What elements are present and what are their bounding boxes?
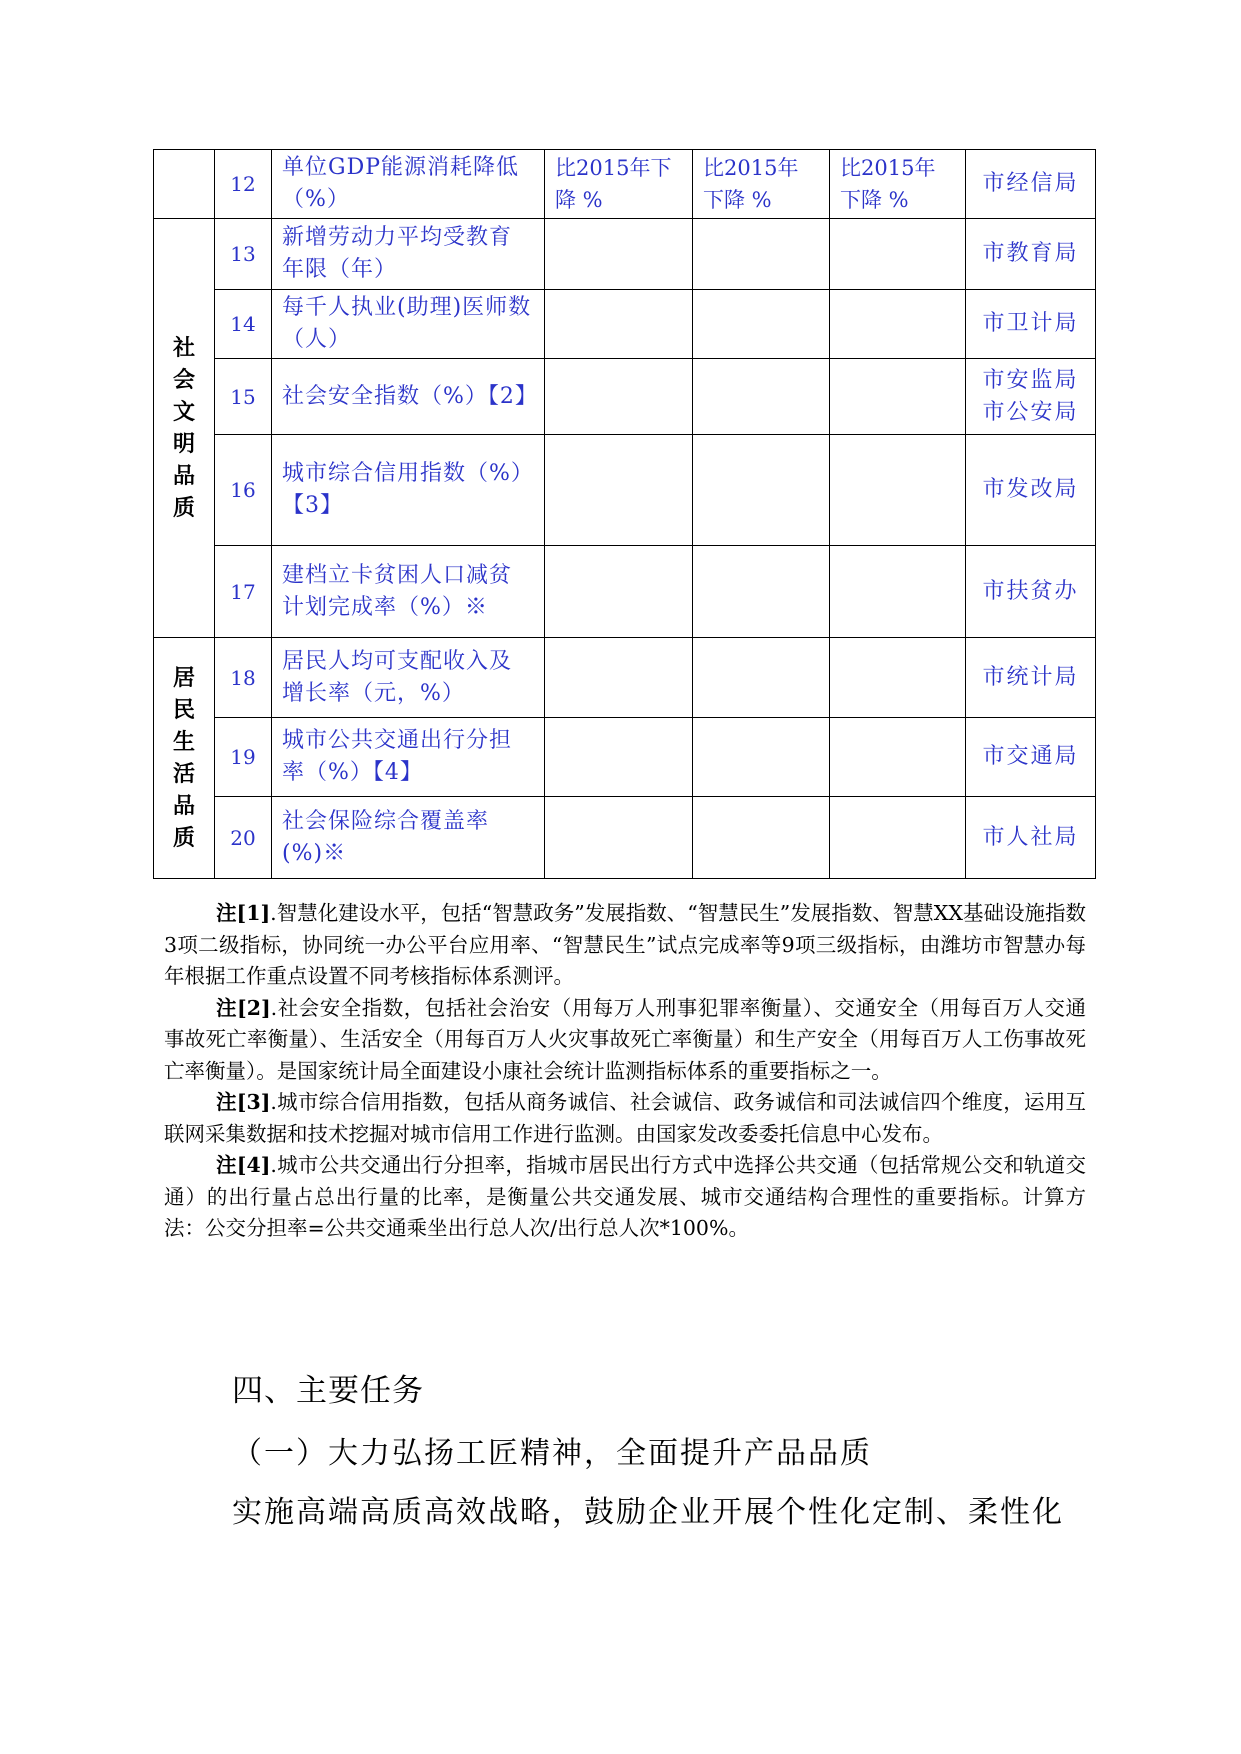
indicator-name: 新增劳动力平均受教育年限（年） (272, 219, 545, 290)
target-value (830, 435, 966, 546)
target-value (545, 435, 693, 546)
category-label: 社会文明品质 (172, 335, 195, 521)
category-label: 居民生活品质 (172, 665, 195, 851)
footnote-label: 注[4] (216, 1153, 271, 1177)
row-number: 12 (215, 150, 272, 219)
footnote-4 (164, 1150, 1086, 1245)
target-value (693, 546, 830, 638)
department-name: 市安监局 (982, 367, 1079, 393)
table-row (154, 359, 1096, 435)
table-row (154, 150, 1096, 219)
target-value (693, 219, 830, 290)
target-value (830, 638, 966, 718)
table-row (154, 797, 1096, 879)
target-value (830, 290, 966, 359)
row-number: 14 (215, 290, 272, 359)
row-number: 16 (215, 435, 272, 546)
department-name: 市发改局 (982, 477, 1079, 502)
target-value (830, 718, 966, 797)
indicator-name: 建档立卡贫困人口减贫计划完成率（%）※ (272, 546, 545, 638)
target-value (693, 718, 830, 797)
footnote-3 (164, 1087, 1086, 1150)
target-value (545, 359, 693, 435)
department-name: 市公安局 (982, 399, 1079, 425)
target-value: 比2015年下降 % (693, 150, 830, 219)
responsible-department (966, 290, 1096, 359)
subsection-heading: （一）大力弘扬工匠精神，全面提升产品品质 (232, 1436, 872, 1471)
body-paragraph: 实施高端高质高效战略，鼓励企业开展个性化定制、柔性化 (232, 1495, 1064, 1530)
category-social (154, 219, 215, 638)
category-resident (154, 638, 215, 879)
footnote-text: .社会安全指数，包括社会治安（用每万人刑事犯罪率衡量）、交通安全（用每百万人交通事故死亡率衡量）、生活安全（用每百万人火灾事故死亡率衡量）和生产安全（用每百万人工伤事故死亡率衡量）。是国家统计局全面建设小康社会统计监测指标体系的重要指标之一。 (164, 995, 1086, 1083)
table-row (154, 718, 1096, 797)
target-value: 比2015年下降 % (830, 150, 966, 219)
footnote-text: .城市综合信用指数，包括从商务诚信、社会诚信、政务诚信和司法诚信四个维度，运用互联网采集数据和技术挖掘对城市信用工作进行监测。由国家发改委委托信息中心发布。 (164, 1090, 1087, 1146)
target-value (830, 797, 966, 879)
target-value (693, 290, 830, 359)
target-value (545, 546, 693, 638)
indicator-name: 每千人执业(助理)医师数（人） (272, 290, 545, 359)
indicator-table (153, 149, 1096, 879)
responsible-department (966, 435, 1096, 546)
target-value (830, 219, 966, 290)
target-value (693, 638, 830, 718)
department-name: 市统计局 (982, 664, 1079, 690)
department-name: 市经信局 (982, 171, 1079, 196)
department-name: 市交通局 (982, 744, 1079, 769)
indicator-name: 社会保险综合覆盖率(%)※ (272, 797, 545, 879)
indicator-name: 居民人均可支配收入及增长率（元，%） (272, 638, 545, 718)
footnote-1 (164, 898, 1086, 993)
indicator-name: 单位GDP能源消耗降低（%） (272, 150, 545, 219)
department-name: 市扶贫办 (982, 578, 1079, 604)
responsible-department (966, 219, 1096, 290)
responsible-department (966, 150, 1096, 219)
department-name: 市教育局 (982, 241, 1079, 266)
responsible-department (966, 718, 1096, 797)
responsible-department (966, 638, 1096, 718)
indicator-name: 社会安全指数（%）【2】 (272, 359, 545, 435)
target-value (693, 359, 830, 435)
responsible-department (966, 546, 1096, 638)
footnotes (164, 898, 1086, 1245)
table-row (154, 546, 1096, 638)
target-value (545, 638, 693, 718)
footnote-text: .城市公共交通出行分担率，指城市居民出行方式中选择公共交通（包括常规公交和轨道交通）的出行量占总出行量的比率，是衡量公共交通发展、城市交通结构合理性的重要指标。计算方法：公交分担率=公共交通乘坐出行总人次/出行总人次*100%。 (164, 1153, 1087, 1240)
row-number: 19 (215, 718, 272, 797)
row-number: 17 (215, 546, 272, 638)
footnote-label: 注[1] (216, 901, 271, 925)
target-value (545, 290, 693, 359)
table-row (154, 638, 1096, 718)
target-value (830, 546, 966, 638)
target-value (545, 718, 693, 797)
target-value (830, 359, 966, 435)
target-value (693, 797, 830, 879)
section-heading: 四、主要任务 (232, 1373, 424, 1409)
table-row (154, 290, 1096, 359)
department-name: 市卫计局 (982, 311, 1079, 336)
responsible-department (966, 359, 1096, 435)
footnote-label: 注[2] (216, 995, 271, 1020)
row-number: 15 (215, 359, 272, 435)
target-value (545, 219, 693, 290)
table-row (154, 435, 1096, 546)
responsible-department (966, 797, 1096, 879)
indicator-name: 城市综合信用指数（%）【3】 (272, 435, 545, 546)
footnote-label: 注[3] (216, 1090, 271, 1114)
footnote-text: .智慧化建设水平，包括“智慧政务”发展指数、“智慧民生”发展指数、智慧XX基础设施指数3项二级指标，协同统一办公平台应用率、“智慧民生”试点完成率等9项三级指标，由潍坊市智慧办每年根据工作重点设置不同考核指标体系测评。 (164, 901, 1086, 988)
target-value: 比2015年下降 % (545, 150, 693, 219)
row-number: 13 (215, 219, 272, 290)
target-value (693, 435, 830, 546)
footnote-2 (164, 993, 1086, 1088)
indicator-name: 城市公共交通出行分担率（%）【4】 (272, 718, 545, 797)
department-name: 市人社局 (982, 824, 1079, 850)
row-number: 18 (215, 638, 272, 718)
target-value (545, 797, 693, 879)
category-cell-empty (154, 150, 215, 219)
table-row (154, 219, 1096, 290)
row-number: 20 (215, 797, 272, 879)
